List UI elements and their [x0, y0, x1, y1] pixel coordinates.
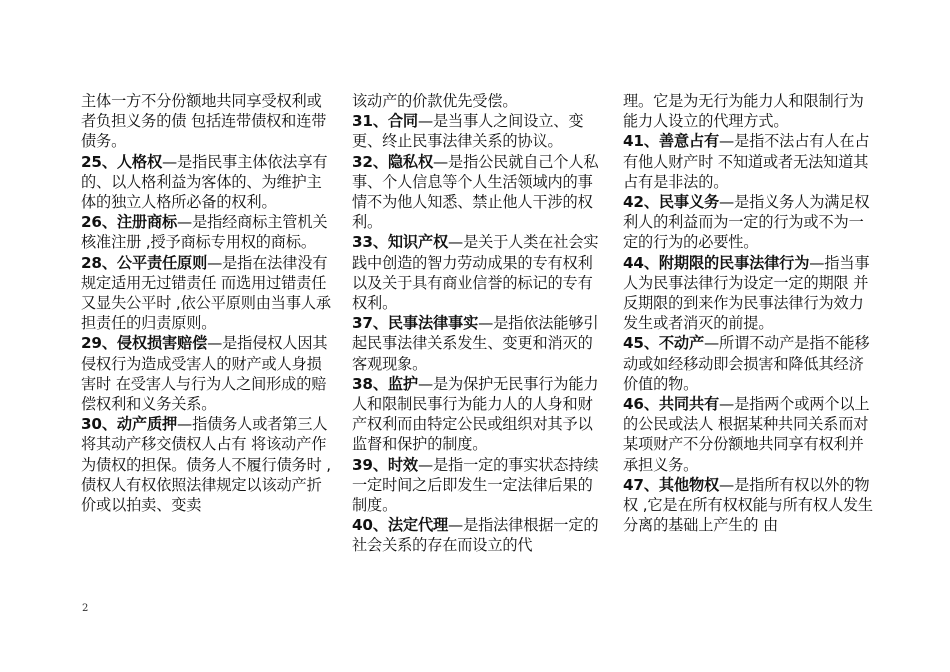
entry-number: 33、	[352, 233, 388, 252]
paragraph-registered-trademark	[81, 212, 333, 252]
entry-number: 28、	[81, 253, 117, 272]
paragraph-term-legal-act	[623, 253, 875, 334]
term-definition: —是指公民就自己个人私事、个人信息等个人生活领域内的事情不为他人知悉、禁止他人干涉的权利。	[352, 152, 599, 232]
paragraph-immovable-property	[623, 333, 875, 394]
term-definition: —所谓不动产是指不能移动或如经移动即会损害和降低其经济价值的物。	[623, 334, 870, 393]
term-heading: 知识产权	[387, 233, 449, 252]
entry-number: 39、	[352, 455, 388, 474]
term-heading: 公平责任原则	[116, 253, 208, 272]
entry-number: 42、	[623, 193, 659, 212]
entry-number: 37、	[352, 314, 388, 333]
paragraph-body: 主体一方不分份额地共同享受权利或者负担义务的债 包括连带债权和连带债务。	[81, 92, 327, 151]
text-column-1	[81, 91, 333, 515]
term-definition: —指债务人或者第三人将其动产移交债权人占有 将该动产作为债权的担保。债务人不履行债务时 ,债权人有权依照法律规定以该动产折价或以拍卖、变卖	[81, 415, 331, 515]
entry-number: 30、	[81, 415, 117, 434]
entry-number: 44、	[623, 253, 659, 272]
paragraph-tort-damages	[81, 333, 333, 414]
entry-number: 31、	[352, 112, 388, 131]
term-heading: 合同	[387, 112, 418, 131]
entry-number: 47、	[623, 475, 659, 494]
term-heading: 不动产	[658, 334, 704, 353]
term-definition: —是指侵权人因其侵权行为造成受害人的财产或人身损害时 在受害人与行为人之间形成的赔偿权利和义务关系。	[81, 334, 328, 414]
term-heading: 民事义务	[658, 193, 720, 212]
term-heading: 其他物权	[658, 475, 720, 494]
term-definition: —是关于人类在社会实践中创造的智力劳动成果的专有权利 以及关于具有商业信誉的标记的专有权利。	[352, 233, 599, 313]
term-definition: —是指在法律没有规定适用无过错责任 而选用过错责任又显失公平时 ,依公平原则由当事人承担责任的归责原则。	[81, 253, 331, 333]
paragraph-other-real-rights	[623, 475, 875, 536]
term-heading: 法定代理	[387, 516, 449, 535]
term-definition: —是为保护无民事行为能力人和限制民事行为能力人的人身和财产权利而由特定公民或组织对其予以监督和保护的制度。	[352, 374, 599, 454]
term-definition: —是指经商标主管机关核准注册 ,授予商标专用权的商标。	[81, 213, 328, 252]
entry-number: 26、	[81, 213, 117, 232]
term-definition: —是当事人之间设立、变更、终止民事法律关系的协议。	[352, 112, 584, 151]
paragraph-personality-right	[81, 152, 333, 213]
entry-number: 25、	[81, 152, 117, 171]
entry-number: 45、	[623, 334, 659, 353]
term-heading: 附期限的民事法律行为	[658, 253, 810, 272]
entry-number: 29、	[81, 334, 117, 353]
term-heading: 时效	[387, 455, 418, 474]
text-column-2	[352, 91, 606, 556]
term-heading: 侵权损害赔偿	[116, 334, 208, 353]
paragraph-continuation	[352, 91, 606, 111]
entry-number: 41、	[623, 132, 659, 151]
paragraph-prescription	[352, 455, 606, 516]
term-definition: —指当事人为民事法律行为设定一定的期限 并反期限的到来作为民事法律行为效力发生或者消灭的前提。	[623, 253, 870, 333]
term-heading: 注册商标	[116, 213, 178, 232]
paragraph-intellectual-property	[352, 232, 606, 313]
paragraph-civil-legal-fact	[352, 313, 606, 374]
term-heading: 善意占有	[658, 132, 720, 151]
term-definition: —是指所有权以外的物权 ,它是在所有权权能与所有权人发生分离的基础上产生的 由	[623, 475, 873, 535]
paragraph-contract	[352, 111, 606, 151]
paragraph-body: 该动产的价款优先受偿。	[352, 92, 518, 110]
paragraph-movable-pledge	[81, 414, 333, 515]
term-heading: 监护	[387, 374, 418, 393]
term-definition: —是指义务人为满足权利人的利益而为一定的行为或不为一定的行为的必要性。	[623, 193, 870, 252]
term-definition: —是指一定的事实状态持续一定时间之后即发生一定法律后果的制度。	[352, 455, 599, 515]
paragraph-continuation	[623, 91, 875, 131]
entry-number: 40、	[352, 516, 388, 535]
term-definition: —是指民事主体依法享有的、以人格利益为客体的、为维护主体的独立人格所必备的权利。	[81, 152, 328, 212]
entry-number: 46、	[623, 395, 659, 414]
term-heading: 共同共有	[658, 395, 720, 414]
page-number: 2	[82, 603, 89, 614]
term-definition: —是指法律根据一定的社会关系的存在而设立的代	[352, 516, 599, 555]
paragraph-civil-obligation	[623, 192, 875, 253]
paragraph-statutory-agency	[352, 515, 606, 555]
term-heading: 动产质押	[116, 415, 178, 434]
paragraph-privacy-right	[352, 152, 606, 233]
paragraph-guardianship	[352, 374, 606, 455]
term-definition: —是指不法占有人在占有他人财产时 不知道或者无法知道其占有是非法的。	[623, 132, 870, 191]
entry-number: 32、	[352, 152, 388, 171]
term-heading: 民事法律事实	[387, 314, 479, 333]
term-heading: 隐私权	[387, 152, 433, 171]
term-definition: —是指依法能够引起民事法律关系发生、变更和消灭的客观现象。	[352, 314, 599, 373]
term-definition: —是指两个或两个以上的公民或法人 根据某种共同关系而对某项财产不分份额地共同享有权利并承担义务。	[623, 395, 870, 474]
text-column-3	[623, 91, 875, 535]
term-heading: 人格权	[116, 152, 162, 171]
entry-number: 38、	[352, 374, 388, 393]
paragraph-continuation	[81, 91, 333, 152]
paragraph-good-faith-possession	[623, 131, 875, 192]
paragraph-joint-ownership	[623, 394, 875, 475]
paragraph-body: 理。它是为无行为能力人和限制行为能力人设立的代理方式。	[623, 92, 864, 131]
paragraph-fair-liability	[81, 253, 333, 334]
